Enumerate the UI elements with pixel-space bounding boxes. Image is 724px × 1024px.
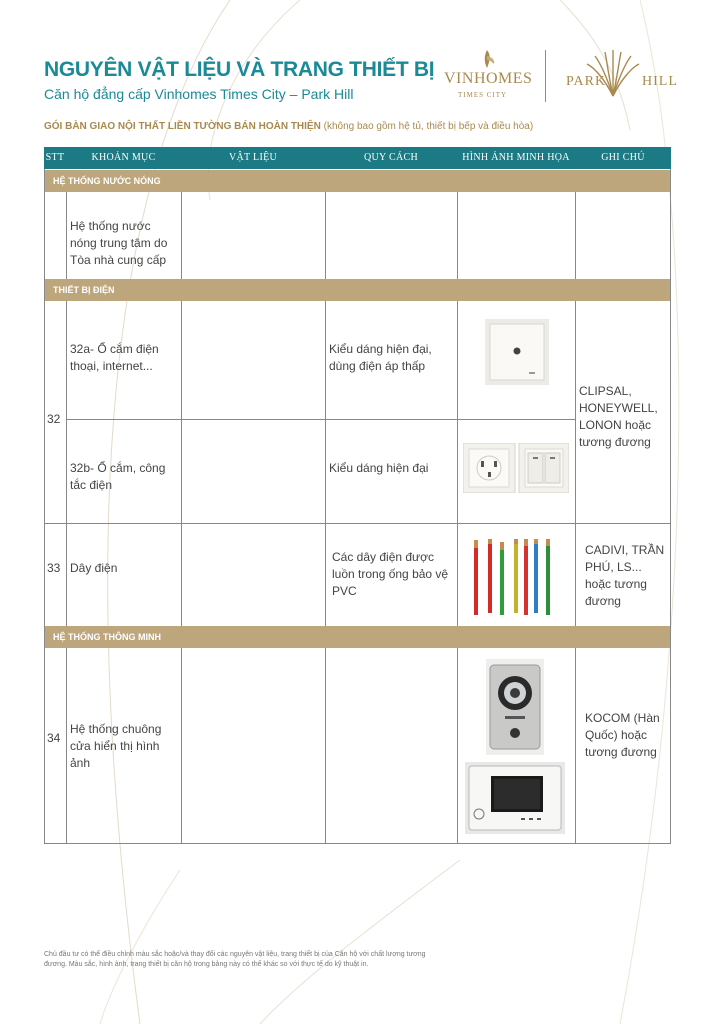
table-border-left bbox=[44, 169, 45, 844]
section-header-smart-system bbox=[44, 626, 671, 648]
video-doorbell-monitor-image bbox=[465, 762, 565, 834]
video-doorbell-outdoor-image bbox=[486, 659, 544, 755]
section-title: THIẾT BỊ ĐIỆN bbox=[53, 285, 115, 295]
column-divider bbox=[181, 192, 182, 279]
column-divider bbox=[66, 192, 67, 279]
phone-internet-socket-image bbox=[485, 319, 549, 385]
table-header bbox=[44, 147, 671, 169]
column-divider bbox=[575, 192, 576, 279]
socket-and-switch-image bbox=[463, 443, 569, 493]
column-divider bbox=[575, 648, 576, 844]
logo-divider bbox=[545, 50, 546, 102]
footnote: Chủ đầu tư có thể điều chỉnh màu sắc hoặc/và thay đổi các nguyên vật liệu, trang thiết bị của Căn hộ với chất lượng tương đương. Màu sắc, hình ảnh, trang thiết bị căn hộ trong bảng này có thể khác so với thực tế do kỹ thuật in. bbox=[44, 951, 426, 968]
table-border-right bbox=[670, 169, 671, 844]
column-header-spec: QUY CÁCH bbox=[364, 152, 418, 163]
package-heading bbox=[44, 121, 533, 132]
section-header-hot-water bbox=[44, 170, 671, 192]
column-divider bbox=[325, 648, 326, 844]
column-divider bbox=[325, 192, 326, 279]
package-note: (không bao gồm hệ tủ, thiết bị bếp và điều hòa) bbox=[323, 121, 534, 132]
column-header-stt: STT bbox=[45, 152, 65, 163]
parkhill-wordmark-right: HILL bbox=[642, 74, 678, 89]
row-34-stt: 34 bbox=[47, 731, 61, 745]
column-divider bbox=[66, 648, 67, 844]
column-header-image: HÌNH ẢNH MINH HỌA bbox=[462, 152, 570, 163]
row-divider bbox=[66, 419, 575, 420]
page-subtitle: Căn hộ đẳng cấp Vinhomes Times City – Park Hill bbox=[44, 86, 354, 102]
vinhomes-logo bbox=[440, 48, 538, 104]
column-header-item: KHOẢN MỤC bbox=[91, 152, 156, 163]
parkhill-logo bbox=[563, 48, 678, 104]
column-divider bbox=[66, 301, 67, 626]
table-border-bottom bbox=[44, 843, 671, 844]
row-33-stt: 33 bbox=[47, 561, 61, 575]
column-divider bbox=[457, 301, 458, 626]
materials-table bbox=[44, 147, 671, 844]
row-33-note: CADIVI, TRẦN PHÚ, LS... hoặc tương đương bbox=[585, 543, 665, 608]
column-divider bbox=[325, 301, 326, 626]
column-divider bbox=[181, 648, 182, 844]
vinhomes-subtitle: TIMES CITY bbox=[458, 91, 508, 99]
section-header-electrical bbox=[44, 279, 671, 301]
row-hot-water-item: Hệ thống nước nóng trung tâm do Tòa nhà cung cấp bbox=[70, 219, 168, 267]
column-divider bbox=[181, 301, 182, 626]
column-divider bbox=[575, 301, 576, 626]
section-title: HỆ THỐNG NƯỚC NÓNG bbox=[53, 176, 161, 186]
row-32-note: CLIPSAL, HONEYWELL, LONON hoặc tương đương bbox=[579, 384, 658, 449]
row-33-item: Dây điện bbox=[70, 561, 118, 575]
column-header-note: GHI CHÚ bbox=[601, 152, 645, 163]
row-32a-item: 32a- Ổ cắm điện thoại, internet... bbox=[70, 342, 159, 373]
row-divider bbox=[44, 523, 671, 524]
column-divider bbox=[457, 192, 458, 279]
parkhill-wordmark-left: PARK bbox=[566, 74, 607, 89]
row-32-stt: 32 bbox=[47, 412, 61, 426]
vinhomes-wordmark: VINHOMES bbox=[444, 70, 533, 87]
row-32a-spec: Kiểu dáng hiện đại, dùng điện áp thấp bbox=[329, 342, 432, 373]
row-32b-item: 32b- Ổ cắm, công tắc điện bbox=[70, 461, 166, 492]
column-divider bbox=[457, 648, 458, 844]
row-34-item: Hệ thống chuông cửa hiển thị hình ảnh bbox=[70, 722, 162, 770]
vinhomes-mark-icon bbox=[476, 48, 498, 70]
electric-wires-image bbox=[470, 539, 556, 617]
row-34-note: KOCOM (Hàn Quốc) hoặc tương đương bbox=[585, 711, 660, 759]
row-33-spec: Các dây điện được luồn trong ống bảo vệ PVC bbox=[332, 550, 449, 598]
package-label: GÓI BÀN GIAO NỘI THẤT LIỀN TƯỜNG BÁN HOÀN THIỆN bbox=[44, 121, 321, 132]
column-header-material: VẬT LIỆU bbox=[228, 152, 278, 163]
section-title: HỆ THỐNG THÔNG MINH bbox=[53, 632, 161, 642]
page-title: NGUYÊN VẬT LIỆU VÀ TRANG THIẾT BỊ bbox=[44, 58, 435, 81]
row-32b-spec: Kiểu dáng hiện đại bbox=[329, 461, 429, 475]
